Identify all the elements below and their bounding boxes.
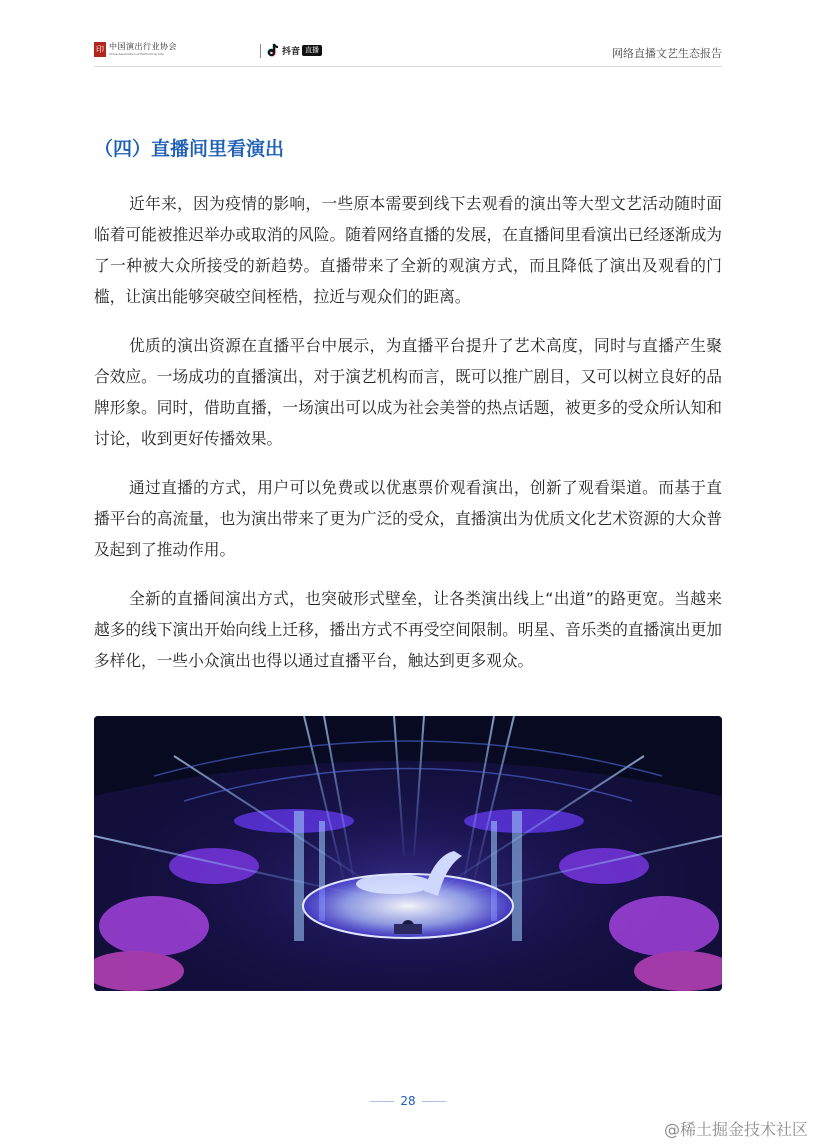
- paragraph: 优质的演出资源在直播平台中展示，为直播平台提升了艺术高度，同时与直播产生聚合效应。一场成功的直播演出，对于演艺机构而言，既可以推广剧目，又可以树立良好的品牌形象。同时，借助直播，一场演出可以成为社会美誉的热点话题，被更多的受众所认知和讨论，收到更好传播效果。: [94, 336, 722, 448]
- paragraph: 通过直播的方式，用户可以免费或以优惠票价观看演出，创新了观看渠道。而基于直播平台的高流量，也为演出带来了更为广泛的受众，直播演出为优质文化艺术资源的大众普及起到了推动作用。: [94, 478, 722, 559]
- logo-divider: [260, 44, 261, 58]
- association-name-cn: 中国演出行业协会: [109, 42, 177, 51]
- music-note-icon: [266, 43, 280, 57]
- body-text: [94, 188, 722, 694]
- footer-rule-left: [370, 1101, 394, 1102]
- section-heading: （四）直播间里看演出: [94, 138, 285, 160]
- concert-photo: [94, 716, 722, 991]
- watermark: @稀土掘金技术社区: [663, 1120, 808, 1139]
- douyin-live-logo: [266, 43, 322, 57]
- seal-icon: 印: [94, 42, 106, 57]
- page-number: 28: [400, 1094, 416, 1108]
- live-badge: 直播: [302, 45, 322, 56]
- report-title: 网络直播文艺生态报告: [612, 47, 722, 60]
- douyin-name: 抖音: [282, 46, 301, 57]
- page-footer: [0, 1094, 816, 1108]
- paragraph: 全新的直播间演出方式，也突破形式壁垒，让各类演出线上“出道”的路更宽。当越来越多的线下演出开始向线上迁移，播出方式不再受空间限制。明星、音乐类的直播演出更加多样化，一些小众演出也得以通过直播平台，触达到更多观众。: [94, 589, 722, 670]
- footer-rule-right: [422, 1101, 446, 1102]
- association-logo: [94, 42, 177, 57]
- page-header: [94, 38, 722, 67]
- concert-arena-illustration: [94, 716, 722, 991]
- association-name-en: China Association of Performing Arts: [109, 52, 164, 56]
- paragraph: 近年来，因为疫情的影响，一些原本需要到线下去观看的演出等大型文艺活动随时面临着可能被推迟举办或取消的风险。随着网络直播的发展，在直播间里看演出已经逐渐成为了一种被大众所接受的新趋势。直播带来了全新的观演方式，而且降低了演出及观看的门槛，让演出能够突破空间桎梏，拉近与观众们的距离。: [94, 194, 722, 306]
